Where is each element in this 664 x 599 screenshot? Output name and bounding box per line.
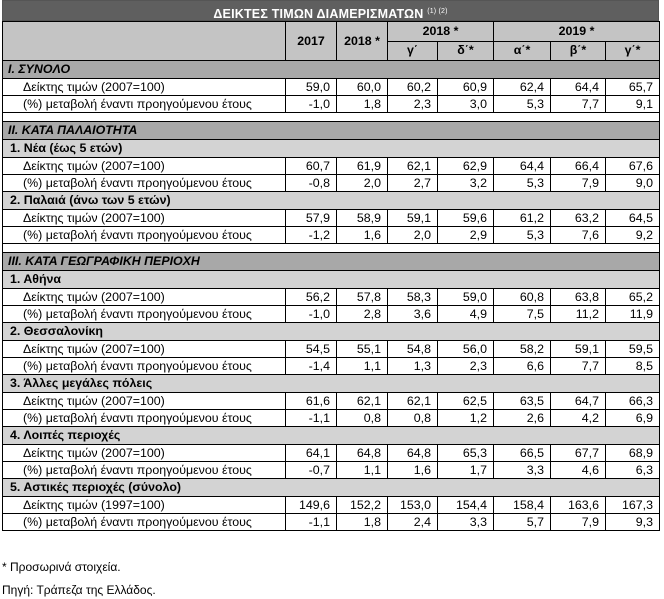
value-cell: 1,1 bbox=[337, 358, 388, 375]
value-cell: 2,0 bbox=[388, 227, 438, 244]
group-title: 2. Παλαιά (άνω των 5 ετών) bbox=[3, 192, 660, 210]
value-cell: 57,8 bbox=[337, 289, 388, 306]
table-row bbox=[3, 462, 660, 479]
value-cell: 7,6 bbox=[551, 227, 606, 244]
group-header-row bbox=[3, 375, 660, 393]
value-cell: 0,8 bbox=[337, 410, 388, 427]
value-cell: 149,6 bbox=[286, 497, 337, 514]
value-cell: 5,3 bbox=[494, 175, 551, 192]
value-cell: -1,0 bbox=[286, 306, 337, 323]
header-row-top bbox=[3, 22, 660, 42]
value-cell: 62,5 bbox=[438, 393, 494, 410]
value-cell: 1,1 bbox=[337, 462, 388, 479]
group-title: 4. Λοιπές περιοχές bbox=[3, 427, 660, 445]
group-header-row bbox=[3, 271, 660, 289]
value-cell: 5,3 bbox=[494, 227, 551, 244]
value-cell: 62,1 bbox=[388, 393, 438, 410]
value-cell: 64,4 bbox=[494, 158, 551, 175]
value-cell: 5,7 bbox=[494, 514, 551, 531]
source-note: Πηγή: Τράπεζα της Ελλάδος. bbox=[2, 583, 156, 597]
value-cell: 64,1 bbox=[286, 445, 337, 462]
value-cell: 67,7 bbox=[551, 445, 606, 462]
section-spacer bbox=[3, 113, 660, 122]
row-label: (%) μεταβολή έναντι προηγούμενου έτους bbox=[3, 358, 286, 375]
header-2019-q1: α΄* bbox=[494, 41, 551, 61]
table-row bbox=[3, 158, 660, 175]
value-cell: 3,6 bbox=[388, 306, 438, 323]
value-cell: -0,8 bbox=[286, 175, 337, 192]
value-cell: 54,5 bbox=[286, 341, 337, 358]
value-cell: 64,8 bbox=[337, 445, 388, 462]
value-cell: 58,9 bbox=[337, 210, 388, 227]
value-cell: 11,9 bbox=[606, 306, 660, 323]
value-cell: 66,4 bbox=[551, 158, 606, 175]
row-label: Δείκτης τιμών (2007=100) bbox=[3, 289, 286, 306]
header-2017: 2017 bbox=[286, 22, 337, 61]
section-header-row bbox=[3, 122, 660, 140]
value-cell: 59,0 bbox=[438, 289, 494, 306]
value-cell: 58,2 bbox=[494, 341, 551, 358]
table-row bbox=[3, 175, 660, 192]
value-cell: 2,3 bbox=[438, 358, 494, 375]
value-cell: 59,0 bbox=[286, 79, 337, 96]
header-2018-q4: δ΄* bbox=[438, 41, 494, 61]
price-index-table-container bbox=[2, 0, 659, 531]
table-row bbox=[3, 358, 660, 375]
value-cell: 7,9 bbox=[551, 175, 606, 192]
row-label: Δείκτης τιμών (2007=100) bbox=[3, 158, 286, 175]
table-row bbox=[3, 289, 660, 306]
value-cell: -1,1 bbox=[286, 514, 337, 531]
value-cell: 67,6 bbox=[606, 158, 660, 175]
value-cell: 9,0 bbox=[606, 175, 660, 192]
value-cell: 158,4 bbox=[494, 497, 551, 514]
value-cell: 58,3 bbox=[388, 289, 438, 306]
table-row bbox=[3, 96, 660, 113]
group-title: 1. Νέα (έως 5 ετών) bbox=[3, 140, 660, 158]
table-row bbox=[3, 341, 660, 358]
value-cell: 66,3 bbox=[606, 393, 660, 410]
value-cell: 4,2 bbox=[551, 410, 606, 427]
value-cell: 6,9 bbox=[606, 410, 660, 427]
section-title: II. ΚΑΤΑ ΠΑΛΑΙΟΤΗΤΑ bbox=[3, 122, 660, 140]
section-title: I. ΣΥΝΟΛΟ bbox=[3, 61, 660, 79]
row-label: Δείκτης τιμών (2007=100) bbox=[3, 79, 286, 96]
value-cell: 56,0 bbox=[438, 341, 494, 358]
value-cell: 64,7 bbox=[551, 393, 606, 410]
section-title: III. ΚΑΤΑ ΓΕΩΓΡΑΦΙΚΗ ΠΕΡΙΟΧΗ bbox=[3, 253, 660, 271]
value-cell: 6,3 bbox=[606, 462, 660, 479]
row-label: (%) μεταβολή έναντι προηγούμενου έτους bbox=[3, 514, 286, 531]
header-2019-q2: β΄* bbox=[551, 41, 606, 61]
value-cell: 4,9 bbox=[438, 306, 494, 323]
value-cell: 1,7 bbox=[438, 462, 494, 479]
group-header-row bbox=[3, 479, 660, 497]
value-cell: 60,7 bbox=[286, 158, 337, 175]
footnote: * Προσωρινά στοιχεία. bbox=[2, 560, 121, 574]
value-cell: 63,5 bbox=[494, 393, 551, 410]
value-cell: 63,2 bbox=[551, 210, 606, 227]
row-label: Δείκτης τιμών (2007=100) bbox=[3, 393, 286, 410]
value-cell: -1,2 bbox=[286, 227, 337, 244]
value-cell: 59,1 bbox=[551, 341, 606, 358]
value-cell: 0,8 bbox=[388, 410, 438, 427]
table-row bbox=[3, 393, 660, 410]
value-cell: -0,7 bbox=[286, 462, 337, 479]
row-label: (%) μεταβολή έναντι προηγούμενου έτους bbox=[3, 410, 286, 427]
value-cell: 1,8 bbox=[337, 96, 388, 113]
table-row bbox=[3, 410, 660, 427]
value-cell: 2,8 bbox=[337, 306, 388, 323]
row-label: Δείκτης τιμών (2007=100) bbox=[3, 341, 286, 358]
value-cell: 9,3 bbox=[606, 514, 660, 531]
value-cell: 3,2 bbox=[438, 175, 494, 192]
group-title: 2. Θεσσαλονίκη bbox=[3, 323, 660, 341]
value-cell: 4,6 bbox=[551, 462, 606, 479]
value-cell: 167,3 bbox=[606, 497, 660, 514]
row-label: Δείκτης τιμών (2007=100) bbox=[3, 445, 286, 462]
value-cell: 64,4 bbox=[551, 79, 606, 96]
value-cell: 2,4 bbox=[388, 514, 438, 531]
value-cell: 1,8 bbox=[337, 514, 388, 531]
value-cell: 66,5 bbox=[494, 445, 551, 462]
row-label: (%) μεταβολή έναντι προηγούμενου έτους bbox=[3, 462, 286, 479]
value-cell: 1,6 bbox=[337, 227, 388, 244]
value-cell: 60,2 bbox=[388, 79, 438, 96]
value-cell: 65,7 bbox=[606, 79, 660, 96]
value-cell: 7,7 bbox=[551, 358, 606, 375]
value-cell: 68,9 bbox=[606, 445, 660, 462]
spacer-cell bbox=[3, 113, 660, 122]
value-cell: 153,0 bbox=[388, 497, 438, 514]
row-label: Δείκτης τιμών (1997=100) bbox=[3, 497, 286, 514]
value-cell: 3,3 bbox=[494, 462, 551, 479]
value-cell: 65,2 bbox=[606, 289, 660, 306]
table-row bbox=[3, 306, 660, 323]
header-group-2019: 2019 * bbox=[494, 22, 660, 42]
value-cell: 59,5 bbox=[606, 341, 660, 358]
value-cell: 62,4 bbox=[494, 79, 551, 96]
group-header-row bbox=[3, 323, 660, 341]
value-cell: 59,6 bbox=[438, 210, 494, 227]
table-title-footnote-marks: (1) (2) bbox=[427, 8, 448, 15]
value-cell: 7,5 bbox=[494, 306, 551, 323]
table-row bbox=[3, 210, 660, 227]
section-header-row bbox=[3, 253, 660, 271]
header-group-2018: 2018 * bbox=[388, 22, 494, 42]
value-cell: 5,3 bbox=[494, 96, 551, 113]
value-cell: 63,8 bbox=[551, 289, 606, 306]
row-label: (%) μεταβολή έναντι προηγούμενου έτους bbox=[3, 175, 286, 192]
group-title: 3. Άλλες μεγάλες πόλεις bbox=[3, 375, 660, 393]
value-cell: 62,9 bbox=[438, 158, 494, 175]
table-row bbox=[3, 445, 660, 462]
value-cell: 6,6 bbox=[494, 358, 551, 375]
header-2019-q3: γ΄* bbox=[606, 41, 660, 61]
group-title: 1. Αθήνα bbox=[3, 271, 660, 289]
table-title bbox=[2, 0, 659, 21]
value-cell: 2,9 bbox=[438, 227, 494, 244]
table-row bbox=[3, 227, 660, 244]
value-cell: 60,0 bbox=[337, 79, 388, 96]
table-row bbox=[3, 79, 660, 96]
value-cell: 1,3 bbox=[388, 358, 438, 375]
value-cell: 2,7 bbox=[388, 175, 438, 192]
section-header-row bbox=[3, 61, 660, 79]
value-cell: 9,2 bbox=[606, 227, 660, 244]
value-cell: 54,8 bbox=[388, 341, 438, 358]
row-label: Δείκτης τιμών (2007=100) bbox=[3, 210, 286, 227]
value-cell: 152,2 bbox=[337, 497, 388, 514]
group-header-row bbox=[3, 140, 660, 158]
value-cell: 61,2 bbox=[494, 210, 551, 227]
row-label: (%) μεταβολή έναντι προηγούμενου έτους bbox=[3, 96, 286, 113]
value-cell: 2,3 bbox=[388, 96, 438, 113]
value-cell: -1,0 bbox=[286, 96, 337, 113]
value-cell: 8,5 bbox=[606, 358, 660, 375]
value-cell: 59,1 bbox=[388, 210, 438, 227]
table-row bbox=[3, 497, 660, 514]
group-header-row bbox=[3, 192, 660, 210]
value-cell: -1,4 bbox=[286, 358, 337, 375]
value-cell: 3,3 bbox=[438, 514, 494, 531]
value-cell: 60,9 bbox=[438, 79, 494, 96]
group-header-row bbox=[3, 427, 660, 445]
value-cell: 1,2 bbox=[438, 410, 494, 427]
value-cell: 56,2 bbox=[286, 289, 337, 306]
header-label-cell bbox=[3, 22, 286, 61]
value-cell: 9,1 bbox=[606, 96, 660, 113]
value-cell: 1,6 bbox=[388, 462, 438, 479]
header-2018: 2018 * bbox=[337, 22, 388, 61]
value-cell: 60,8 bbox=[494, 289, 551, 306]
table-row bbox=[3, 514, 660, 531]
value-cell: 7,9 bbox=[551, 514, 606, 531]
value-cell: 11,2 bbox=[551, 306, 606, 323]
value-cell: 163,6 bbox=[551, 497, 606, 514]
value-cell: 7,7 bbox=[551, 96, 606, 113]
row-label: (%) μεταβολή έναντι προηγούμενου έτους bbox=[3, 306, 286, 323]
price-index-table bbox=[2, 21, 660, 531]
table-body bbox=[3, 61, 660, 531]
value-cell: 62,1 bbox=[337, 393, 388, 410]
value-cell: 2,0 bbox=[337, 175, 388, 192]
row-label: (%) μεταβολή έναντι προηγούμενου έτους bbox=[3, 227, 286, 244]
value-cell: 2,6 bbox=[494, 410, 551, 427]
header-2018-q3: γ΄ bbox=[388, 41, 438, 61]
section-spacer bbox=[3, 244, 660, 253]
value-cell: 64,5 bbox=[606, 210, 660, 227]
value-cell: 62,1 bbox=[388, 158, 438, 175]
value-cell: 61,9 bbox=[337, 158, 388, 175]
value-cell: -1,1 bbox=[286, 410, 337, 427]
value-cell: 57,9 bbox=[286, 210, 337, 227]
value-cell: 154,4 bbox=[438, 497, 494, 514]
group-title: 5. Αστικές περιοχές (σύνολο) bbox=[3, 479, 660, 497]
value-cell: 65,3 bbox=[438, 445, 494, 462]
value-cell: 61,6 bbox=[286, 393, 337, 410]
value-cell: 55,1 bbox=[337, 341, 388, 358]
spacer-cell bbox=[3, 244, 660, 253]
value-cell: 3,0 bbox=[438, 96, 494, 113]
table-title-text: ΔΕΙΚΤΕΣ ΤΙΜΩΝ ΔΙΑΜΕΡΙΣΜΑΤΩΝ bbox=[213, 7, 424, 21]
value-cell: 64,8 bbox=[388, 445, 438, 462]
